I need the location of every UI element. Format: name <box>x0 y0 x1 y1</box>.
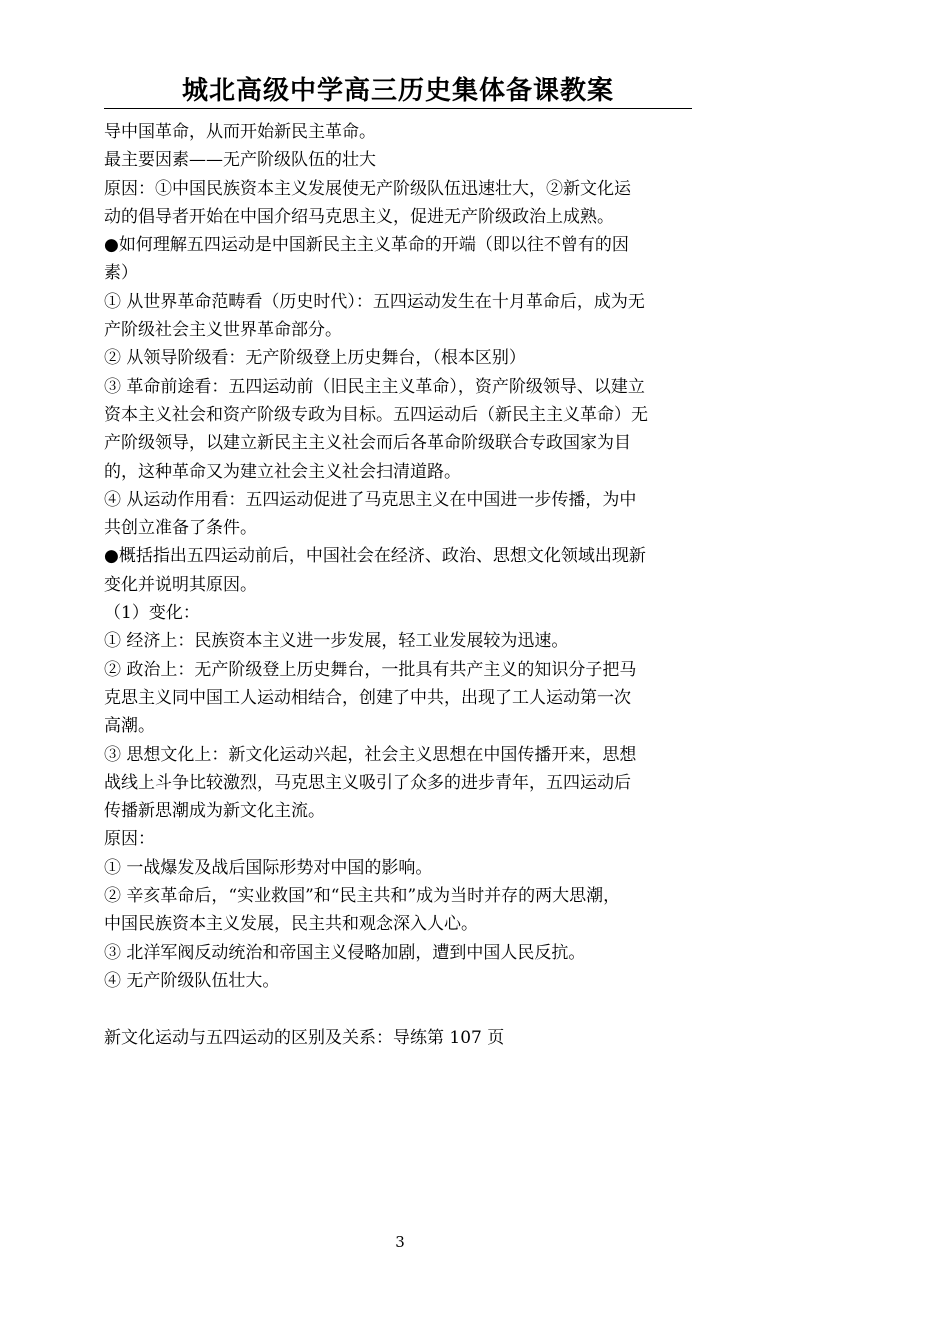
text-line: 战线上斗争比较激烈，马克思主义吸引了众多的进步青年，五四运动后 <box>104 772 631 793</box>
header-title: 城北高级中学高三历史集体备课教案 <box>181 76 614 106</box>
text-line: 产阶级领导，以建立新民主主义社会而后各革命阶级联合专政国家为目 <box>104 433 631 454</box>
text-line: 新文化运动与五四运动的区别及关系：导练第 107 页 <box>104 1027 505 1048</box>
page-header <box>104 74 692 109</box>
text-line: 产阶级社会主义世界革命部分。 <box>104 320 342 341</box>
text-line: 最主要因素——无产阶级队伍的壮大 <box>104 150 376 171</box>
text-line: 克思主义同中国工人运动相结合，创建了中共，出现了工人运动第一次 <box>104 687 631 708</box>
text-line: 中国民族资本主义发展，民主共和观念深入人心。 <box>104 914 478 935</box>
text-line: 高潮。 <box>104 716 155 737</box>
text-line: 素） <box>104 263 138 284</box>
text-line: ③ 革命前途看：五四运动前（旧民主主义革命），资产阶级领导、以建立 <box>104 376 645 397</box>
text-line: 资本主义社会和资产阶级专政为目标。五四运动后（新民主主义革命）无 <box>104 404 648 425</box>
text-line: 导中国革命，从而开始新民主革命。 <box>104 122 376 142</box>
text-line: ② 从领导阶级看：无产阶级登上历史舞台，（根本区别） <box>104 348 526 369</box>
text-line: 变化并说明其原因。 <box>104 574 257 595</box>
text-line: ① 从世界革命范畴看（历史时代）：五四运动发生在十月革命后，成为无 <box>104 291 645 312</box>
body-text <box>104 118 700 1052</box>
text-line: ④ 从运动作用看：五四运动促进了马克思主义在中国进一步传播，为中 <box>104 489 637 510</box>
text-line: ●如何理解五四运动是中国新民主主义革命的开端（即以往不曾有的因 <box>104 235 629 256</box>
text-line: ●概括指出五四运动前后，中国社会在经济、政治、思想文化领域出现新 <box>104 546 646 567</box>
text-line: 原因： <box>104 829 155 850</box>
text-line: ③ 思想文化上：新文化运动兴起，社会主义思想在中国传播开来，思想 <box>104 744 637 765</box>
text-line: ② 政治上：无产阶级登上历史舞台，一批具有共产主义的知识分子把马 <box>104 659 637 680</box>
text-line <box>104 995 700 1023</box>
page-number: 3 <box>395 1233 405 1251</box>
text-line: 共创立准备了条件。 <box>104 518 257 539</box>
text-line: ① 经济上：民族资本主义进一步发展，轻工业发展较为迅速。 <box>104 631 569 652</box>
text-line: ② 辛亥革命后，“实业救国”和“民主共和”成为当时并存的两大思潮， <box>104 886 621 907</box>
text-line: ① 一战爆发及战后国际形势对中国的影响。 <box>104 857 433 878</box>
text-line: 动的倡导者开始在中国介绍马克思主义，促进无产阶级政治上成熟。 <box>104 206 614 227</box>
text-line: ④ 无产阶级队伍壮大。 <box>104 970 280 991</box>
text-line: 原因：①中国民族资本主义发展使无产阶级队伍迅速壮大，②新文化运 <box>104 178 631 199</box>
text-line: （1）变化： <box>104 603 200 624</box>
text-line: 的，这种革命又为建立社会主义社会扫清道路。 <box>104 461 461 482</box>
text-line: ③ 北洋军阀反动统治和帝国主义侵略加剧，遭到中国人民反抗。 <box>104 942 586 963</box>
text-line: 传播新思潮成为新文化主流。 <box>104 801 325 822</box>
